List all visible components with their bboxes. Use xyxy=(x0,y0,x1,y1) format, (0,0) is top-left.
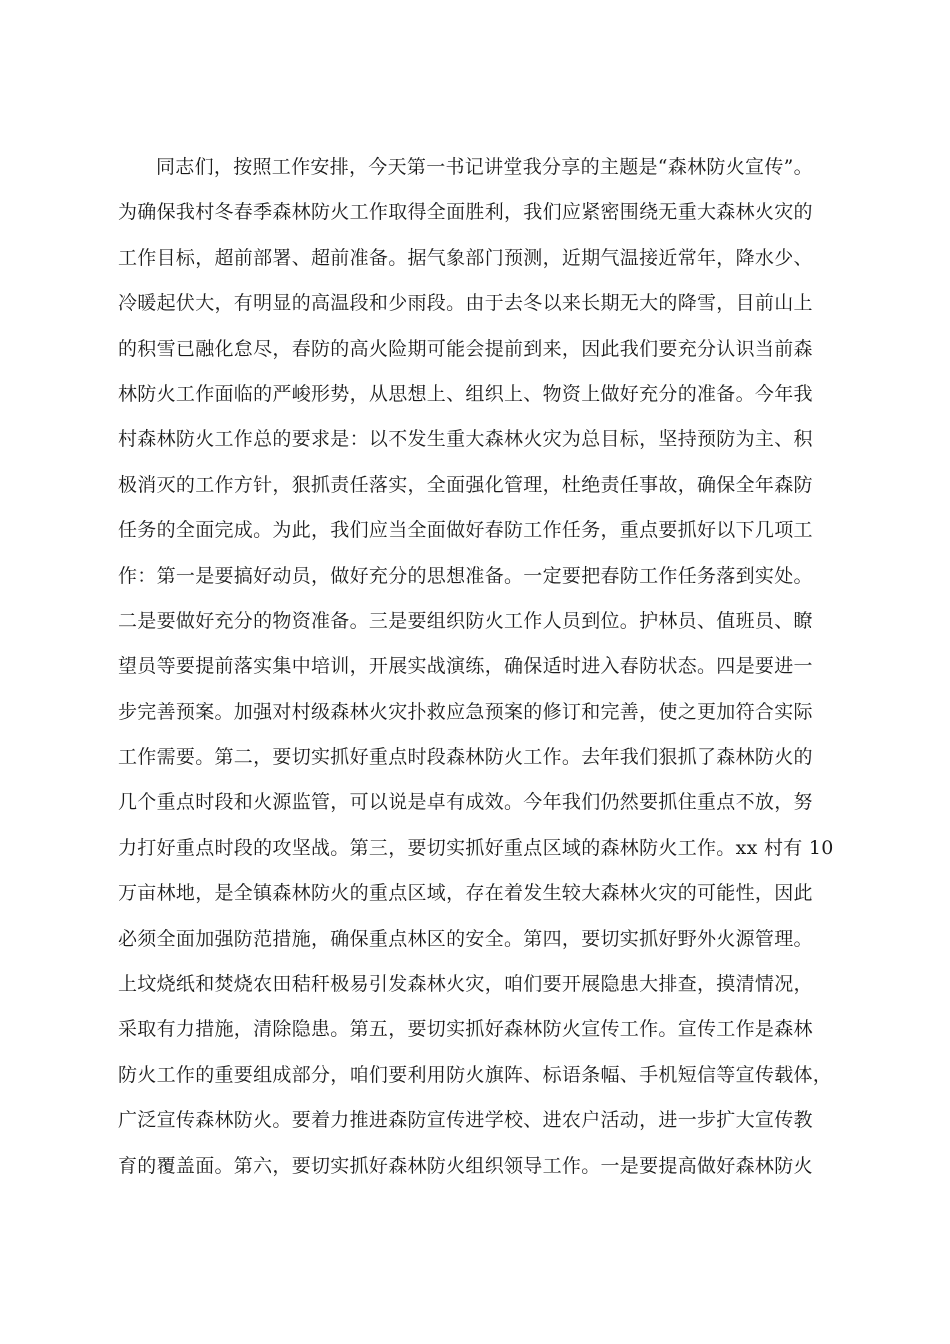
text-line: 望员等要提前落实集中培训，开展实战演练，确保适时进入春防状态。四是要进一 xyxy=(118,655,813,678)
text-line: 万亩林地，是全镇森林防火的重点区域，存在着发生较大森林火灾的可能性，因此 xyxy=(118,882,813,905)
text-line: 工作目标，超前部署、超前准备。据气象部门预测，近期气温接近常年，降水少、 xyxy=(118,246,813,269)
text-line: 广泛宣传森林防火。要着力推进森防宣传进学校、进农户活动，进一步扩大宣传教 xyxy=(118,1109,813,1132)
text-line: 极消灭的工作方针，狠抓责任落实，全面强化管理，杜绝责任事故，确保全年森防 xyxy=(118,473,813,496)
text-line: 二是要做好充分的物资准备。三是要组织防火工作人员到位。护林员、值班员、瞭 xyxy=(118,609,813,632)
text-line: 工作需要。第二，要切实抓好重点时段森林防火工作。去年我们狠抓了森林防火的 xyxy=(118,746,813,769)
text-line: 村森林防火工作总的要求是：以不发生重大森林火灾为总目标，坚持预防为主、积 xyxy=(118,428,813,451)
text-line: 采取有力措施，清除隐患。第五，要切实抓好森林防火宣传工作。宣传工作是森林 xyxy=(118,1018,813,1041)
text-line: 几个重点时段和火源监管，可以说是卓有成效。今年我们仍然要抓住重点不放，努 xyxy=(118,791,813,814)
text-line: 作：第一是要搞好动员，做好充分的思想准备。一定要把春防工作任务落到实处。 xyxy=(118,564,813,587)
body-paragraph xyxy=(118,145,838,1189)
text-line: 的积雪已融化怠尽，春防的高火险期可能会提前到来，因此我们要充分认识当前森 xyxy=(118,337,813,360)
text-line: 防火工作的重要组成部分，咱们要利用防火旗阵、标语条幅、手机短信等宣传载体， xyxy=(118,1063,833,1086)
text-line: 步完善预案。加强对村级森林火灾扑救应急预案的修订和完善，使之更加符合实际 xyxy=(118,700,813,723)
text-line: 同志们，按照工作安排，今天第一书记讲堂我分享的主题是“森林防火宣传”。 xyxy=(156,156,813,178)
text-line: 冷暖起伏大，有明显的高温段和少雨段。由于去冬以来长期无大的降雪，目前山上 xyxy=(118,292,813,315)
text-line: 育的覆盖面。第六，要切实抓好森林防火组织领导工作。一是要提高做好森林防火 xyxy=(118,1154,813,1177)
text-line: 林防火工作面临的严峻形势，从思想上、组织上、物资上做好充分的准备。今年我 xyxy=(118,382,813,405)
text-line: 上坟烧纸和焚烧农田秸秆极易引发森林火灾，咱们要开展隐患大排查，摸清情况， xyxy=(118,973,813,996)
text-line: 力打好重点时段的攻坚战。第三，要切实抓好重点区域的森林防火工作。xx 村有 10 xyxy=(118,836,834,859)
text-line: 任务的全面完成。为此，我们应当全面做好春防工作任务，重点要抓好以下几项工 xyxy=(118,519,813,542)
text-line: 必须全面加强防范措施，确保重点林区的安全。第四，要切实抓好野外火源管理。 xyxy=(118,927,813,950)
text-line: 为确保我村冬春季森林防火工作取得全面胜利，我们应紧密围绕无重大森林火灾的 xyxy=(118,201,813,224)
